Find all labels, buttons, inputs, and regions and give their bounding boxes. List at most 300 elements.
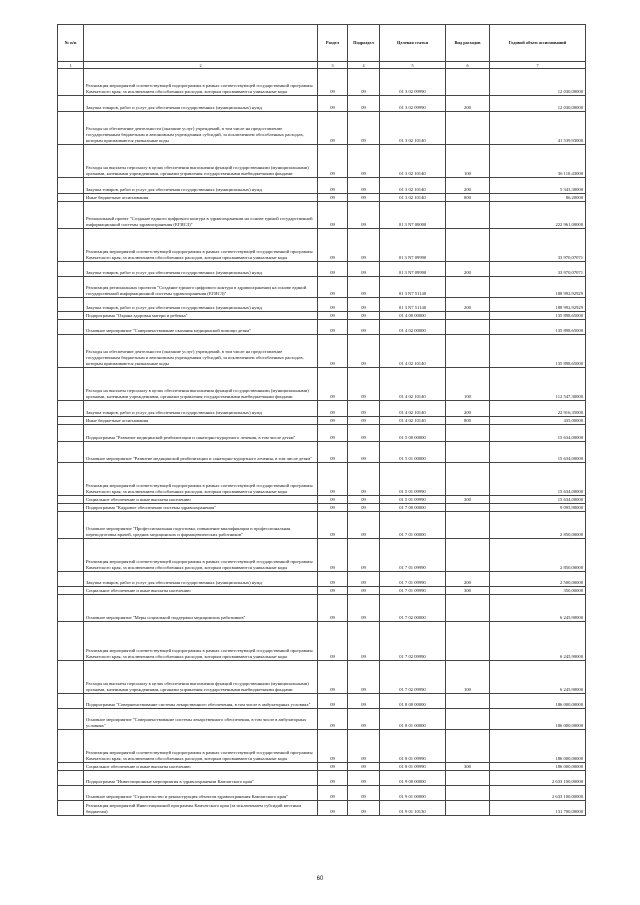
col-number: 3 bbox=[318, 62, 348, 69]
cell-exptype bbox=[446, 442, 490, 463]
cell-target: 01 3 02 09990 bbox=[380, 96, 446, 112]
cell-name: Реализация мероприятий соответствующей подпрограммы в рамках соответствующей государственной программы Камчатского края, за исключением обособленных расходов, которым присваиваются уникальные коды bbox=[84, 463, 318, 496]
cell-subsection: 09 bbox=[348, 661, 380, 694]
cell-subsection: 09 bbox=[348, 145, 380, 178]
cell-name: Реализация мероприятий соответствующей подпрограммы в рамках соответствующей государственной программы Камчатского края, за исключением обособленных расходов, которым присваиваются уникальные коды bbox=[84, 730, 318, 763]
cell-target: 01 9 01 00000 bbox=[380, 786, 446, 801]
cell-target: 01 8 01 00000 bbox=[380, 709, 446, 730]
budget-document bbox=[57, 24, 585, 816]
cell-name: Реализация мероприятий соответствующей подпрограммы в рамках соответствующей государственной программы Камчатского края, за исключением обособленных расходов, которым присваиваются уникальные коды bbox=[84, 229, 318, 262]
cell-exptype: 100 bbox=[446, 661, 490, 694]
cell-section: 09 bbox=[318, 496, 348, 504]
cell-exptype: 200 bbox=[446, 572, 490, 587]
table-row bbox=[58, 96, 586, 112]
cell-target: 01 3 02 10140 bbox=[380, 145, 446, 178]
cell-exptype: 800 bbox=[446, 194, 490, 202]
cell-num bbox=[58, 771, 84, 786]
cell-num bbox=[58, 801, 84, 816]
cell-volume: 186 000,00000 bbox=[490, 694, 586, 709]
cell-section: 09 bbox=[318, 401, 348, 417]
cell-volume: 12 030,00000 bbox=[490, 96, 586, 112]
cell-subsection: 09 bbox=[348, 442, 380, 463]
cell-volume: 131 700,00000 bbox=[490, 801, 586, 816]
cell-volume: 33 970,07071 bbox=[490, 262, 586, 277]
cell-subsection: 09 bbox=[348, 417, 380, 425]
cell-target: 01 3 N7 09990 bbox=[380, 229, 446, 262]
cell-exptype bbox=[446, 202, 490, 229]
cell-volume: 6 245,90000 bbox=[490, 661, 586, 694]
cell-target: 01 3 N7 51140 bbox=[380, 298, 446, 312]
cell-subsection: 09 bbox=[348, 771, 380, 786]
cell-volume: 22 916,35000 bbox=[490, 401, 586, 417]
table-row bbox=[58, 694, 586, 709]
cell-target: 01 3 N7 00000 bbox=[380, 202, 446, 229]
cell-section: 09 bbox=[318, 512, 348, 539]
table-row bbox=[58, 463, 586, 496]
cell-num bbox=[58, 335, 84, 368]
cell-section: 09 bbox=[318, 763, 348, 771]
cell-num bbox=[58, 69, 84, 96]
cell-target: 01 7 01 09990 bbox=[380, 572, 446, 587]
table-row bbox=[58, 298, 586, 312]
cell-name: Закупка товаров, работ и услуг для обеспечения государственных (муниципальных) нужд bbox=[84, 96, 318, 112]
cell-volume: 2 500,00000 bbox=[490, 572, 586, 587]
cell-section: 09 bbox=[318, 801, 348, 816]
cell-section: 09 bbox=[318, 298, 348, 312]
cell-subsection: 09 bbox=[348, 801, 380, 816]
cell-exptype bbox=[446, 112, 490, 145]
cell-num bbox=[58, 229, 84, 262]
cell-num bbox=[58, 320, 84, 335]
cell-subsection: 09 bbox=[348, 194, 380, 202]
table-row bbox=[58, 277, 586, 298]
cell-num bbox=[58, 622, 84, 661]
cell-name: Реализация региональных проектов "Создание единого цифрового контура в здравоохранении на основе единой государственной информационной системы здравоохранения (ЕГИСЗ)" bbox=[84, 277, 318, 298]
cell-volume: 186 000,00000 bbox=[490, 709, 586, 730]
cell-exptype bbox=[446, 229, 490, 262]
cell-volume: 41 539,93000 bbox=[490, 112, 586, 145]
cell-target: 01 7 00 00000 bbox=[380, 504, 446, 512]
cell-subsection: 09 bbox=[348, 786, 380, 801]
cell-target: 01 3 02 10140 bbox=[380, 194, 446, 202]
cell-volume: 6 245,90000 bbox=[490, 622, 586, 661]
cell-num bbox=[58, 202, 84, 229]
cell-section: 09 bbox=[318, 194, 348, 202]
cell-volume: 186 000,00000 bbox=[490, 730, 586, 763]
cell-subsection: 09 bbox=[348, 694, 380, 709]
cell-target: 01 5 01 00000 bbox=[380, 442, 446, 463]
cell-target: 01 4 02 10140 bbox=[380, 368, 446, 401]
table-row bbox=[58, 539, 586, 572]
table-row bbox=[58, 587, 586, 595]
cell-volume: 86,20000 bbox=[490, 194, 586, 202]
cell-name: Основное мероприятие "Меры социальной поддержки медицинских работников" bbox=[84, 595, 318, 622]
cell-exptype bbox=[446, 801, 490, 816]
table-row bbox=[58, 786, 586, 801]
table-row bbox=[58, 262, 586, 277]
cell-target: 01 8 01 09990 bbox=[380, 730, 446, 763]
cell-name: Расходы на выплаты персоналу в целях обеспечения выполнения функций государственными (муниципальными) органами, казенными учреждениями, органами управления государственными внебюджетными фондами bbox=[84, 368, 318, 401]
cell-section: 09 bbox=[318, 69, 348, 96]
cell-name: Реализация мероприятий Инвестиционной программы Камчатского края (за исключением субсидий местным бюджетам) bbox=[84, 801, 318, 816]
cell-subsection: 09 bbox=[348, 320, 380, 335]
cell-volume: 135 898,65000 bbox=[490, 312, 586, 320]
cell-exptype: 300 bbox=[446, 496, 490, 504]
cell-num bbox=[58, 425, 84, 442]
cell-exptype: 100 bbox=[446, 145, 490, 178]
table-row bbox=[58, 178, 586, 194]
cell-name: Расходы на обеспечение деятельности (оказание услуг) учреждений, в том числе на предоставление государственным бюджетным и автономным учреждениям субсидий, за исключением обособленных расходов, которым присваиваются уникальные коды bbox=[84, 335, 318, 368]
cell-target: 01 7 02 09990 bbox=[380, 661, 446, 694]
table-row bbox=[58, 763, 586, 771]
cell-name: Закупка товаров, работ и услуг для обеспечения государственных (муниципальных) нужд bbox=[84, 401, 318, 417]
cell-num bbox=[58, 512, 84, 539]
cell-target: 01 5 01 09990 bbox=[380, 463, 446, 496]
col-number: 7 bbox=[490, 62, 586, 69]
cell-name: Подпрограмма "Совершенствование системы лекарственного обеспечения, в том числе в амбулаторных условиях" bbox=[84, 694, 318, 709]
cell-name: Основное мероприятие "Совершенствование системы лекарственного обеспечения, в том числе в амбулаторных условиях" bbox=[84, 709, 318, 730]
cell-subsection: 09 bbox=[348, 298, 380, 312]
cell-subsection: 09 bbox=[348, 709, 380, 730]
cell-exptype bbox=[446, 320, 490, 335]
cell-section: 09 bbox=[318, 277, 348, 298]
cell-name: Иные бюджетные ассигнования bbox=[84, 194, 318, 202]
cell-section: 09 bbox=[318, 229, 348, 262]
cell-num bbox=[58, 694, 84, 709]
table-header-row bbox=[58, 25, 586, 62]
col-number: 4 bbox=[348, 62, 380, 69]
cell-exptype: 200 bbox=[446, 262, 490, 277]
cell-section: 09 bbox=[318, 463, 348, 496]
col-header-subsection: Подраздел bbox=[348, 25, 380, 62]
cell-exptype bbox=[446, 425, 490, 442]
cell-volume: 33 970,07071 bbox=[490, 229, 586, 262]
cell-target: 01 7 01 09990 bbox=[380, 587, 446, 595]
column-number-row bbox=[58, 62, 586, 69]
cell-subsection: 09 bbox=[348, 512, 380, 539]
cell-num bbox=[58, 312, 84, 320]
cell-num bbox=[58, 194, 84, 202]
cell-name: Расходы на обеспечение деятельности (оказание услуг) учреждений, в том числе на предоставление государственным бюджетным и автономным учреждениям субсидий, за исключением обособленных расходов, которым присваиваются уникальные коды bbox=[84, 112, 318, 145]
cell-exptype bbox=[446, 504, 490, 512]
cell-subsection: 09 bbox=[348, 262, 380, 277]
cell-subsection: 09 bbox=[348, 572, 380, 587]
table-row bbox=[58, 496, 586, 504]
cell-name: Подпрограмма "Кадровое обеспечение системы здравоохранения" bbox=[84, 504, 318, 512]
cell-volume: 112 547,30000 bbox=[490, 368, 586, 401]
cell-exptype bbox=[446, 730, 490, 763]
cell-num bbox=[58, 401, 84, 417]
table-row bbox=[58, 504, 586, 512]
cell-target: 01 9 01 10130 bbox=[380, 801, 446, 816]
table-row bbox=[58, 145, 586, 178]
cell-target: 01 5 00 00000 bbox=[380, 425, 446, 442]
col-header-target: Целевая статья bbox=[380, 25, 446, 62]
cell-volume: 435,00000 bbox=[490, 417, 586, 425]
cell-subsection: 09 bbox=[348, 539, 380, 572]
cell-section: 09 bbox=[318, 425, 348, 442]
cell-section: 09 bbox=[318, 96, 348, 112]
col-number: 2 bbox=[84, 62, 318, 69]
cell-volume: 135 898,65000 bbox=[490, 320, 586, 335]
cell-volume: 188 992,92929 bbox=[490, 298, 586, 312]
cell-exptype bbox=[446, 709, 490, 730]
table-row bbox=[58, 312, 586, 320]
cell-exptype bbox=[446, 771, 490, 786]
cell-subsection: 09 bbox=[348, 112, 380, 145]
cell-exptype bbox=[446, 786, 490, 801]
cell-subsection: 09 bbox=[348, 312, 380, 320]
cell-target: 01 9 00 00000 bbox=[380, 771, 446, 786]
col-header-name bbox=[84, 25, 318, 62]
cell-num bbox=[58, 496, 84, 504]
col-number: 5 bbox=[380, 62, 446, 69]
cell-num bbox=[58, 442, 84, 463]
col-number: 6 bbox=[446, 62, 490, 69]
cell-name: Реализация мероприятий соответствующей подпрограммы в рамках соответствующей государственной программы Камчатского края, за исключением обособленных расходов, которым присваиваются уникальные коды bbox=[84, 69, 318, 96]
table-row bbox=[58, 335, 586, 368]
cell-target: 01 4 02 10140 bbox=[380, 401, 446, 417]
budget-table bbox=[57, 24, 586, 816]
cell-volume: 9 095,90000 bbox=[490, 504, 586, 512]
cell-name: Основное мероприятие "Строительство и реконструкция объектов здравоохранения Камчатского края" bbox=[84, 786, 318, 801]
table-row bbox=[58, 417, 586, 425]
cell-name: Социальное обеспечение и иные выплаты населению bbox=[84, 496, 318, 504]
cell-name: Закупка товаров, работ и услуг для обеспечения государственных (муниципальных) нужд bbox=[84, 262, 318, 277]
cell-name: Реализация мероприятий соответствующей подпрограммы в рамках соответствующей государственной программы Камчатского края, за исключением обособленных расходов, которым присваиваются уникальные коды bbox=[84, 622, 318, 661]
cell-name: Региональный проект "Создание единого цифрового контура в здравоохранении на основе единой государственной информационной системы здравоохранения (ЕГИСЗ)" bbox=[84, 202, 318, 229]
cell-num bbox=[58, 709, 84, 730]
cell-name: Закупка товаров, работ и услуг для обеспечения государственных (муниципальных) нужд bbox=[84, 298, 318, 312]
cell-target: 01 3 02 09990 bbox=[380, 69, 446, 96]
cell-target: 01 7 02 09990 bbox=[380, 622, 446, 661]
cell-subsection: 09 bbox=[348, 730, 380, 763]
table-row bbox=[58, 112, 586, 145]
cell-num bbox=[58, 368, 84, 401]
cell-exptype: 300 bbox=[446, 587, 490, 595]
cell-num bbox=[58, 277, 84, 298]
cell-num bbox=[58, 595, 84, 622]
cell-subsection: 09 bbox=[348, 335, 380, 368]
cell-section: 09 bbox=[318, 595, 348, 622]
cell-subsection: 09 bbox=[348, 178, 380, 194]
cell-num bbox=[58, 786, 84, 801]
cell-section: 09 bbox=[318, 730, 348, 763]
cell-exptype bbox=[446, 335, 490, 368]
cell-section: 09 bbox=[318, 587, 348, 595]
cell-name: Социальное обеспечение и иные выплаты населению bbox=[84, 587, 318, 595]
cell-num bbox=[58, 417, 84, 425]
table-row bbox=[58, 425, 586, 442]
col-header-volume: Годовой объем ассигнований bbox=[490, 25, 586, 62]
cell-target: 01 3 N7 51140 bbox=[380, 277, 446, 298]
cell-subsection: 09 bbox=[348, 463, 380, 496]
cell-exptype: 200 bbox=[446, 298, 490, 312]
cell-volume: 5 343,30000 bbox=[490, 178, 586, 194]
table-row bbox=[58, 661, 586, 694]
cell-num bbox=[58, 539, 84, 572]
cell-section: 09 bbox=[318, 709, 348, 730]
cell-target: 01 5 01 09990 bbox=[380, 496, 446, 504]
cell-name: Социальное обеспечение и иные выплаты населению bbox=[84, 763, 318, 771]
cell-subsection: 09 bbox=[348, 504, 380, 512]
cell-volume: 12 030,00000 bbox=[490, 69, 586, 96]
cell-num bbox=[58, 298, 84, 312]
cell-subsection: 09 bbox=[348, 622, 380, 661]
cell-name: Основное мероприятие "Профессиональная подготовка, повышение квалификации и профессиональная переподготовка врачей, средних медицинских и фармацевтических работников" bbox=[84, 512, 318, 539]
cell-target: 01 8 01 09990 bbox=[380, 763, 446, 771]
table-row bbox=[58, 229, 586, 262]
cell-subsection: 09 bbox=[348, 96, 380, 112]
cell-section: 09 bbox=[318, 572, 348, 587]
table-row bbox=[58, 572, 586, 587]
table-row bbox=[58, 442, 586, 463]
cell-subsection: 09 bbox=[348, 587, 380, 595]
cell-num bbox=[58, 587, 84, 595]
cell-name: Закупка товаров, работ и услуг для обеспечения государственных (муниципальных) нужд bbox=[84, 178, 318, 194]
cell-exptype: 300 bbox=[446, 763, 490, 771]
cell-volume: 135 898,65000 bbox=[490, 335, 586, 368]
cell-name: Подпрограмма "Развитие медицинской реабилитации и санаторно-курортного лечения, в том числе детям" bbox=[84, 425, 318, 442]
cell-section: 09 bbox=[318, 112, 348, 145]
cell-target: 01 3 02 10140 bbox=[380, 178, 446, 194]
cell-exptype: 100 bbox=[446, 368, 490, 401]
cell-name: Расходы на выплаты персоналу в целях обеспечения выполнения функций государственными (муниципальными) органами, казенными учреждениями, органами управления государственными внебюджетными фондами bbox=[84, 145, 318, 178]
cell-section: 09 bbox=[318, 504, 348, 512]
cell-volume: 186 000,00000 bbox=[490, 763, 586, 771]
cell-target: 01 3 02 10140 bbox=[380, 112, 446, 145]
cell-subsection: 09 bbox=[348, 69, 380, 96]
cell-section: 09 bbox=[318, 320, 348, 335]
cell-volume: 15 634,00000 bbox=[490, 463, 586, 496]
table-row bbox=[58, 730, 586, 763]
cell-num bbox=[58, 178, 84, 194]
cell-exptype: 200 bbox=[446, 96, 490, 112]
cell-subsection: 09 bbox=[348, 368, 380, 401]
cell-section: 09 bbox=[318, 539, 348, 572]
table-row bbox=[58, 709, 586, 730]
cell-section: 09 bbox=[318, 262, 348, 277]
cell-num bbox=[58, 96, 84, 112]
cell-section: 09 bbox=[318, 178, 348, 194]
cell-subsection: 09 bbox=[348, 595, 380, 622]
cell-name: Закупка товаров, работ и услуг для обеспечения государственных (муниципальных) нужд bbox=[84, 572, 318, 587]
cell-section: 09 bbox=[318, 335, 348, 368]
table-row bbox=[58, 512, 586, 539]
table-row bbox=[58, 202, 586, 229]
cell-num bbox=[58, 730, 84, 763]
table-row bbox=[58, 401, 586, 417]
cell-num bbox=[58, 504, 84, 512]
cell-name: Подпрограмма "Охрана здоровья матери и ребенка" bbox=[84, 312, 318, 320]
cell-num bbox=[58, 145, 84, 178]
cell-target: 01 7 02 00000 bbox=[380, 595, 446, 622]
table-row bbox=[58, 622, 586, 661]
table-row bbox=[58, 771, 586, 786]
cell-exptype: 200 bbox=[446, 178, 490, 194]
cell-target: 01 8 00 00000 bbox=[380, 694, 446, 709]
cell-exptype bbox=[446, 277, 490, 298]
cell-subsection: 09 bbox=[348, 401, 380, 417]
cell-volume: 6 245,90000 bbox=[490, 595, 586, 622]
cell-target: 01 4 00 00000 bbox=[380, 312, 446, 320]
cell-volume: 2 850,00000 bbox=[490, 539, 586, 572]
cell-exptype bbox=[446, 512, 490, 539]
cell-exptype: 200 bbox=[446, 401, 490, 417]
cell-name: Основное мероприятие "Совершенствование оказания медицинской помощи детям" bbox=[84, 320, 318, 335]
cell-exptype bbox=[446, 539, 490, 572]
cell-exptype bbox=[446, 694, 490, 709]
cell-volume: 36 110,43000 bbox=[490, 145, 586, 178]
cell-subsection: 09 bbox=[348, 763, 380, 771]
cell-volume: 350,00000 bbox=[490, 587, 586, 595]
cell-subsection: 09 bbox=[348, 277, 380, 298]
cell-target: 01 4 02 10140 bbox=[380, 335, 446, 368]
table-row bbox=[58, 194, 586, 202]
page-number: 60 bbox=[316, 876, 324, 882]
cell-target: 01 4 02 00000 bbox=[380, 320, 446, 335]
cell-subsection: 09 bbox=[348, 425, 380, 442]
cell-volume: 2 633 100,00000 bbox=[490, 786, 586, 801]
cell-exptype bbox=[446, 312, 490, 320]
cell-name: Расходы на выплаты персоналу в целях обеспечения выполнения функций государственными (муниципальными) органами, казенными учреждениями, органами управления государственными внебюджетными фондами bbox=[84, 661, 318, 694]
cell-section: 09 bbox=[318, 661, 348, 694]
col-header-exptype: Вид расходов bbox=[446, 25, 490, 62]
cell-num bbox=[58, 572, 84, 587]
cell-volume: 15 634,00000 bbox=[490, 425, 586, 442]
cell-section: 09 bbox=[318, 786, 348, 801]
cell-name: Реализация мероприятий соответствующей подпрограммы в рамках соответствующей государственной программы Камчатского края, за исключением обособленных расходов, которым присваиваются уникальные коды bbox=[84, 539, 318, 572]
cell-target: 01 3 N7 09990 bbox=[380, 262, 446, 277]
cell-section: 09 bbox=[318, 417, 348, 425]
cell-num bbox=[58, 112, 84, 145]
cell-section: 09 bbox=[318, 622, 348, 661]
col-header-section: Раздел bbox=[318, 25, 348, 62]
cell-volume: 15 634,00000 bbox=[490, 496, 586, 504]
cell-exptype bbox=[446, 69, 490, 96]
col-number: 1 bbox=[58, 62, 84, 69]
cell-exptype bbox=[446, 463, 490, 496]
cell-target: 01 4 02 10140 bbox=[380, 417, 446, 425]
cell-num bbox=[58, 262, 84, 277]
cell-section: 09 bbox=[318, 202, 348, 229]
table-row bbox=[58, 595, 586, 622]
cell-target: 01 7 01 00000 bbox=[380, 512, 446, 539]
table-row bbox=[58, 801, 586, 816]
table-row bbox=[58, 320, 586, 335]
cell-section: 09 bbox=[318, 694, 348, 709]
cell-name: Иные бюджетные ассигнования bbox=[84, 417, 318, 425]
table-row bbox=[58, 69, 586, 96]
cell-subsection: 09 bbox=[348, 229, 380, 262]
cell-num bbox=[58, 463, 84, 496]
cell-volume: 188 992,92929 bbox=[490, 277, 586, 298]
cell-exptype: 800 bbox=[446, 417, 490, 425]
cell-name: Подпрограмма "Инвестиционные мероприятия в здравоохранении Камчатского края" bbox=[84, 771, 318, 786]
cell-section: 09 bbox=[318, 312, 348, 320]
cell-target: 01 7 01 09990 bbox=[380, 539, 446, 572]
cell-name: Основное мероприятие "Развитие медицинской реабилитации и санаторно-курортного лечения, в том числе детям" bbox=[84, 442, 318, 463]
cell-subsection: 09 bbox=[348, 496, 380, 504]
cell-section: 09 bbox=[318, 771, 348, 786]
cell-num bbox=[58, 661, 84, 694]
cell-section: 09 bbox=[318, 145, 348, 178]
cell-section: 09 bbox=[318, 368, 348, 401]
cell-volume: 2 850,00000 bbox=[490, 512, 586, 539]
cell-section: 09 bbox=[318, 442, 348, 463]
cell-subsection: 09 bbox=[348, 202, 380, 229]
cell-num bbox=[58, 763, 84, 771]
